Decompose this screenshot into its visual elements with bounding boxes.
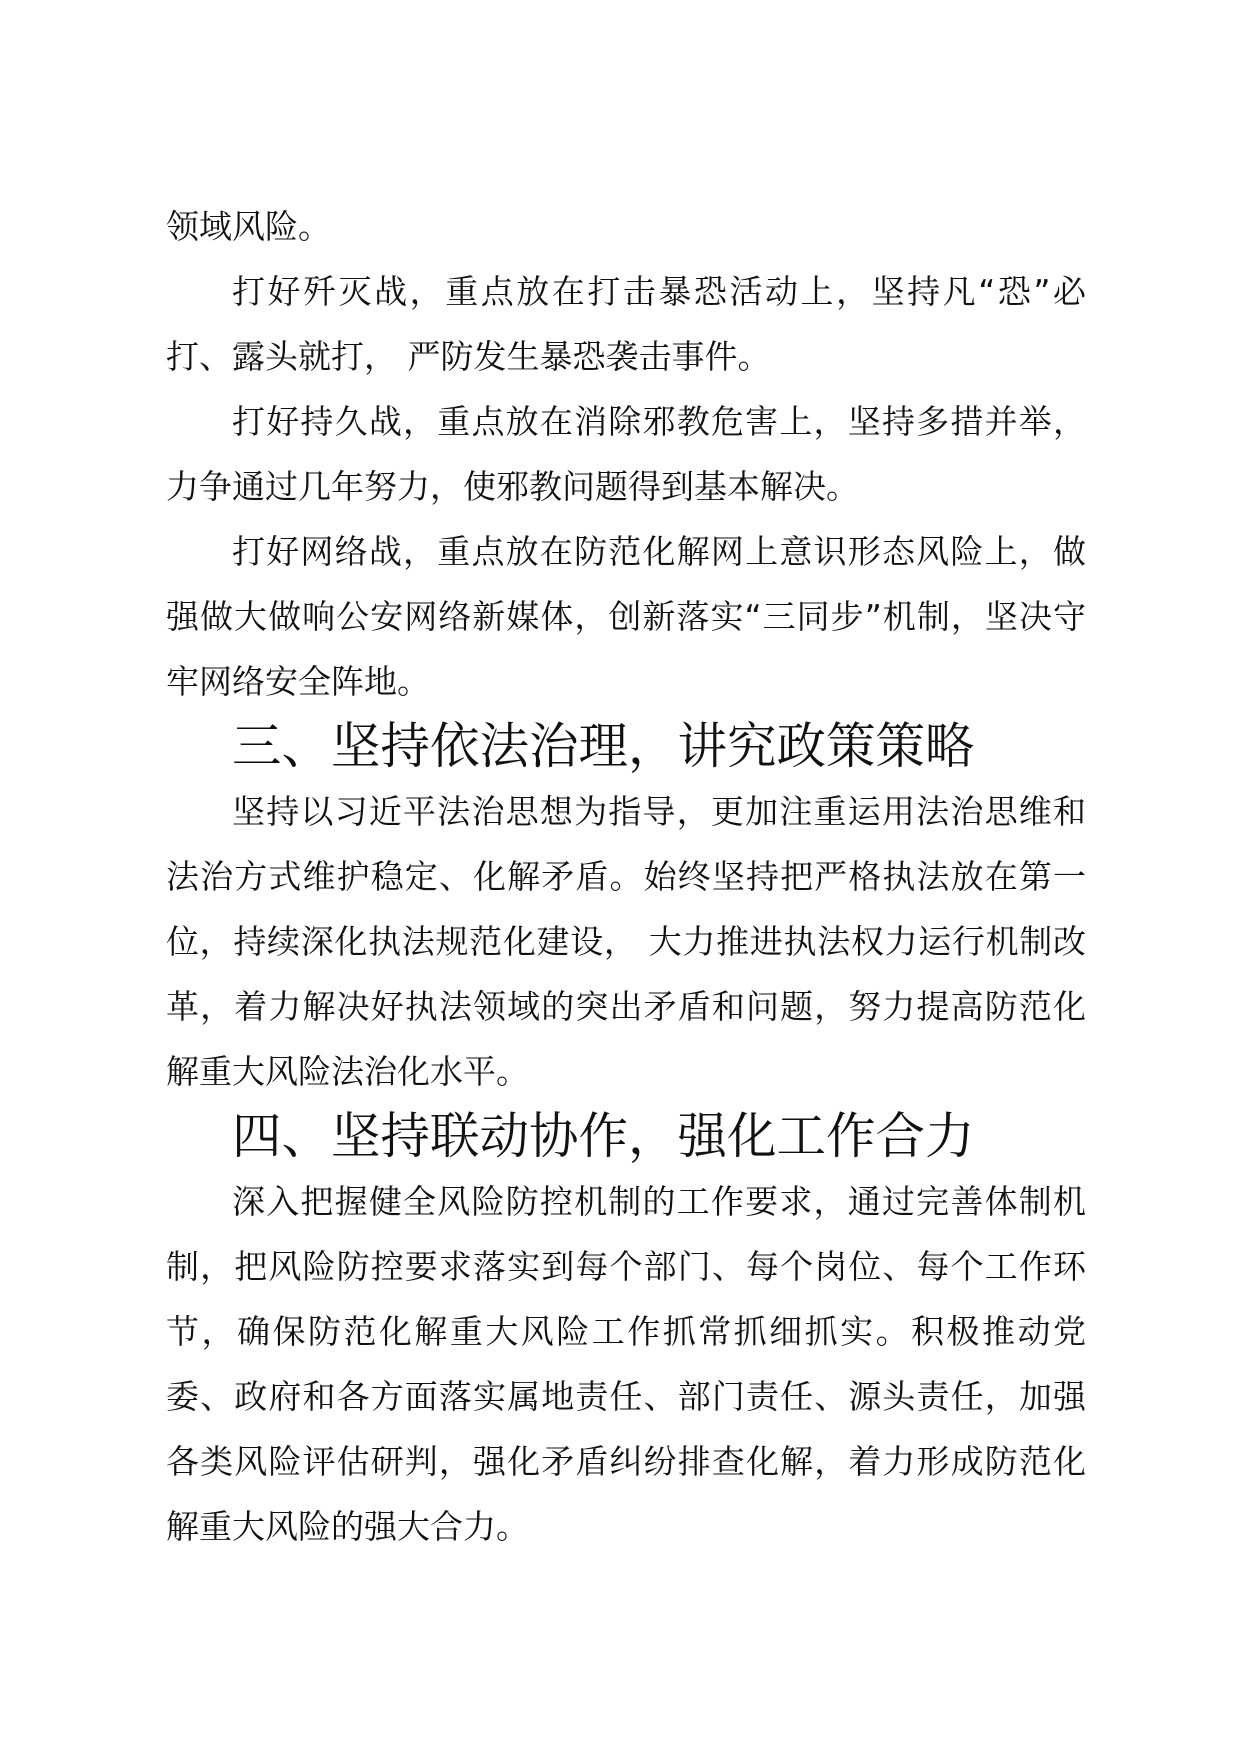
- section-heading-four: 四、坚持联动协作，强化工作合力: [232, 1107, 975, 1165]
- paragraph-rule-of-law: 坚持以习近平法治思想为指导，更加注重运用法治思维和法治方式维护稳定、化解矛盾。始终坚持把严格执法放在第一位，持续深化执法规范化建设， 大力推进执法权力运行机制改革，着力解决好执法领域的突出矛盾和问题，努力提高防范化解重大风险法治化水平。: [166, 792, 1086, 1091]
- section-heading-three: 三、坚持依法治理，讲究政策策略: [232, 717, 975, 775]
- paragraph-network-battle: 打好网络战，重点放在防范化解网上意识形态风险上，做强做大做响公安网络新媒体，创新落实“三同步”机制，坚决守牢网络安全阵地。: [166, 532, 1086, 701]
- paragraph-annihilation-battle: 打好歼灭战，重点放在打击暴恐活动上，坚持凡“恐”必打、露头就打， 严防发生暴恐袭击事件。: [166, 272, 1086, 376]
- paragraph-continuation: 领域风险。: [166, 207, 331, 246]
- paragraph-coordination: 深入把握健全风险防控机制的工作要求，通过完善体制机制，把风险防控要求落实到每个部门、每个岗位、每个工作环节，确保防范化解重大风险工作抓常抓细抓实。积极推动党委、政府和各方面落实属地责任、部门责任、源头责任，加强各类风险评估研判，强化矛盾纠纷排查化解，着力形成防范化解重大风险的强大合力。: [166, 1182, 1086, 1546]
- paragraph-protracted-battle: 打好持久战，重点放在消除邪教危害上，坚持多措并举，力争通过几年努力，使邪教问题得到基本解决。: [166, 402, 1086, 506]
- document-body: [166, 194, 1086, 1559]
